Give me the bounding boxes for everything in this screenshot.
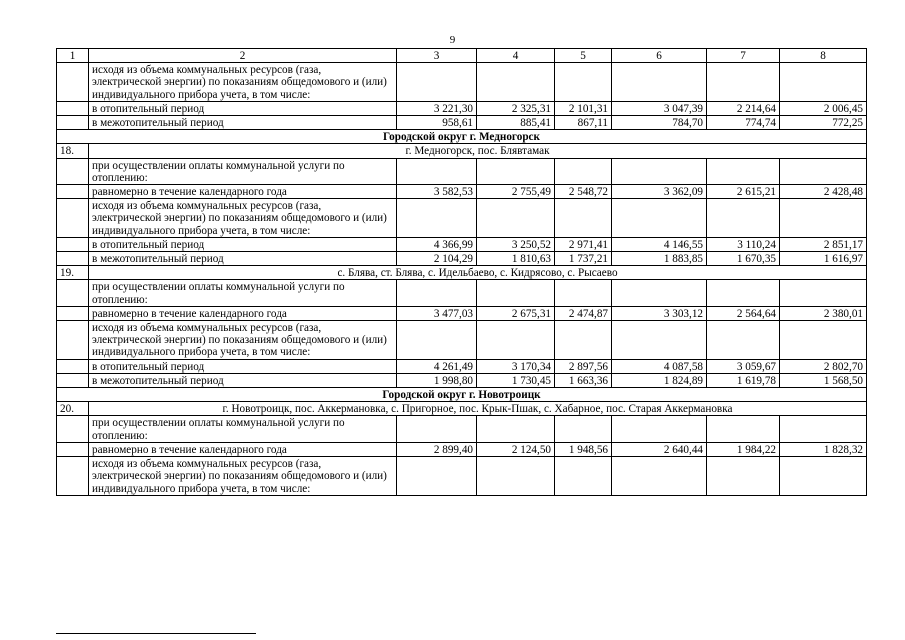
tariff-value: 1 670,35 xyxy=(707,252,780,266)
region-heading: Городской округ г. Медногорск xyxy=(57,130,867,144)
tariff-value: 1 663,36 xyxy=(555,373,612,387)
tariff-value: 3 362,09 xyxy=(612,185,707,199)
tariff-value: 3 059,67 xyxy=(707,359,780,373)
tariff-value: 1 619,78 xyxy=(707,373,780,387)
tariff-value: 1 730,45 xyxy=(477,373,555,387)
empty-cell xyxy=(555,158,612,184)
row-label: исходя из объема коммунальных ресурсов (газа, электрической энергии) по показаниям общедомового и (или) индивидуального прибора учета, в том числе: xyxy=(89,63,397,102)
tariff-value: 2 101,31 xyxy=(555,101,612,115)
column-header: 1 xyxy=(57,49,89,63)
row-label: при осуществлении оплаты коммунальной услуги по отоплению: xyxy=(89,158,397,184)
empty-cell xyxy=(397,199,477,238)
tariff-value: 1 568,50 xyxy=(780,373,867,387)
footnote-rule xyxy=(56,633,256,634)
empty-cell xyxy=(397,63,477,102)
locality-row xyxy=(57,266,867,280)
row-label: исходя из объема коммунальных ресурсов (газа, электрической энергии) по показаниям общедомового и (или) индивидуального прибора учета, в том числе: xyxy=(89,199,397,238)
row-number xyxy=(57,373,89,387)
row-number xyxy=(57,63,89,102)
tariff-value: 3 303,12 xyxy=(612,306,707,320)
empty-cell xyxy=(397,280,477,306)
row-number xyxy=(57,457,89,496)
table-row xyxy=(57,359,867,373)
tariff-value: 2 548,72 xyxy=(555,185,612,199)
locality-row xyxy=(57,402,867,416)
tariff-value: 2 380,01 xyxy=(780,306,867,320)
tariff-value: 2 325,31 xyxy=(477,101,555,115)
column-header: 8 xyxy=(780,49,867,63)
column-header: 3 xyxy=(397,49,477,63)
tariff-value: 2 474,87 xyxy=(555,306,612,320)
tariff-value: 958,61 xyxy=(397,116,477,130)
empty-cell xyxy=(707,199,780,238)
empty-cell xyxy=(555,321,612,360)
locality-name: с. Блява, ст. Блява, с. Идельбаево, с. Кидрясово, с. Рысаево xyxy=(89,266,867,280)
row-label: исходя из объема коммунальных ресурсов (газа, электрической энергии) по показаниям общедомового и (или) индивидуального прибора учета, в том числе: xyxy=(89,321,397,360)
tariff-value: 2 615,21 xyxy=(707,185,780,199)
tariff-value: 1 810,63 xyxy=(477,252,555,266)
row-number xyxy=(57,237,89,251)
row-label: в межотопительный период xyxy=(89,116,397,130)
column-number-row xyxy=(57,49,867,63)
tariff-value: 1 737,21 xyxy=(555,252,612,266)
row-number xyxy=(57,442,89,456)
empty-cell xyxy=(780,158,867,184)
tariff-value: 3 047,39 xyxy=(612,101,707,115)
row-number: 19. xyxy=(57,266,89,280)
empty-cell xyxy=(612,457,707,496)
empty-cell xyxy=(780,63,867,102)
tariff-value: 1 998,80 xyxy=(397,373,477,387)
tariff-value: 1 883,85 xyxy=(612,252,707,266)
row-number xyxy=(57,158,89,184)
row-number xyxy=(57,185,89,199)
row-label: при осуществлении оплаты коммунальной услуги по отоплению: xyxy=(89,416,397,442)
tariff-value: 2 851,17 xyxy=(780,237,867,251)
table-row xyxy=(57,442,867,456)
tariff-value: 2 564,64 xyxy=(707,306,780,320)
empty-cell xyxy=(612,280,707,306)
tariff-value: 772,25 xyxy=(780,116,867,130)
empty-cell xyxy=(555,416,612,442)
row-number xyxy=(57,252,89,266)
empty-cell xyxy=(477,158,555,184)
locality-name: г. Медногорск, пос. Блявтамак xyxy=(89,144,867,158)
tariff-value: 2 640,44 xyxy=(612,442,707,456)
table-row xyxy=(57,237,867,251)
table-row xyxy=(57,116,867,130)
empty-cell xyxy=(707,321,780,360)
table-row xyxy=(57,373,867,387)
tariff-value: 2 755,49 xyxy=(477,185,555,199)
empty-cell xyxy=(780,416,867,442)
empty-cell xyxy=(397,158,477,184)
tariff-value: 3 582,53 xyxy=(397,185,477,199)
table-row xyxy=(57,306,867,320)
table-row xyxy=(57,280,867,306)
tariff-value: 885,41 xyxy=(477,116,555,130)
tariff-value: 867,11 xyxy=(555,116,612,130)
empty-cell xyxy=(707,63,780,102)
table-row xyxy=(57,199,867,238)
row-number xyxy=(57,321,89,360)
column-header: 7 xyxy=(707,49,780,63)
column-header: 5 xyxy=(555,49,612,63)
row-number xyxy=(57,280,89,306)
row-number xyxy=(57,116,89,130)
empty-cell xyxy=(555,199,612,238)
empty-cell xyxy=(707,457,780,496)
empty-cell xyxy=(780,280,867,306)
tariff-value: 774,74 xyxy=(707,116,780,130)
tariff-value: 3 110,24 xyxy=(707,237,780,251)
row-label: исходя из объема коммунальных ресурсов (газа, электрической энергии) по показаниям общедомового и (или) индивидуального прибора учета, в том числе: xyxy=(89,457,397,496)
empty-cell xyxy=(612,63,707,102)
tariff-value: 3 170,34 xyxy=(477,359,555,373)
table-row xyxy=(57,185,867,199)
tariff-value: 3 477,03 xyxy=(397,306,477,320)
empty-cell xyxy=(555,280,612,306)
tariff-value: 2 971,41 xyxy=(555,237,612,251)
empty-cell xyxy=(707,416,780,442)
row-number: 20. xyxy=(57,402,89,416)
empty-cell xyxy=(477,416,555,442)
table-row xyxy=(57,101,867,115)
table-row xyxy=(57,457,867,496)
empty-cell xyxy=(555,63,612,102)
tariff-value: 3 221,30 xyxy=(397,101,477,115)
locality-name: г. Новотроицк, пос. Аккермановка, с. Пригорное, пос. Крык-Пшак, с. Хабарное, пос. Старая Аккермановка xyxy=(89,402,867,416)
row-number: 18. xyxy=(57,144,89,158)
tariff-value: 1 824,89 xyxy=(612,373,707,387)
table-row xyxy=(57,158,867,184)
empty-cell xyxy=(780,321,867,360)
empty-cell xyxy=(477,321,555,360)
tariff-value: 2 006,45 xyxy=(780,101,867,115)
row-label: равномерно в течение календарного года xyxy=(89,185,397,199)
empty-cell xyxy=(397,321,477,360)
tariff-value: 4 146,55 xyxy=(612,237,707,251)
tariff-value: 2 675,31 xyxy=(477,306,555,320)
empty-cell xyxy=(397,457,477,496)
empty-cell xyxy=(397,416,477,442)
row-number xyxy=(57,359,89,373)
row-label: в отопительный период xyxy=(89,237,397,251)
table-body xyxy=(57,63,867,496)
tariff-value: 1 948,56 xyxy=(555,442,612,456)
column-header: 4 xyxy=(477,49,555,63)
tariff-value: 4 087,58 xyxy=(612,359,707,373)
tariff-value: 2 897,56 xyxy=(555,359,612,373)
empty-cell xyxy=(477,457,555,496)
tariff-value: 2 899,40 xyxy=(397,442,477,456)
row-number xyxy=(57,306,89,320)
locality-row xyxy=(57,144,867,158)
empty-cell xyxy=(477,63,555,102)
column-header: 6 xyxy=(612,49,707,63)
table-row xyxy=(57,416,867,442)
empty-cell xyxy=(612,416,707,442)
tariff-table xyxy=(56,48,867,496)
tariff-value: 4 261,49 xyxy=(397,359,477,373)
region-heading-row xyxy=(57,130,867,144)
row-number xyxy=(57,199,89,238)
empty-cell xyxy=(707,158,780,184)
column-header: 2 xyxy=(89,49,397,63)
empty-cell xyxy=(612,321,707,360)
row-label: в отопительный период xyxy=(89,101,397,115)
tariff-value: 2 802,70 xyxy=(780,359,867,373)
tariff-value: 1 828,32 xyxy=(780,442,867,456)
tariff-value: 1 616,97 xyxy=(780,252,867,266)
row-label: равномерно в течение календарного года xyxy=(89,306,397,320)
tariff-value: 2 214,64 xyxy=(707,101,780,115)
table-row xyxy=(57,321,867,360)
row-label: в отопительный период xyxy=(89,359,397,373)
tariff-value: 4 366,99 xyxy=(397,237,477,251)
row-number xyxy=(57,101,89,115)
row-label: в межотопительный период xyxy=(89,252,397,266)
tariff-value: 784,70 xyxy=(612,116,707,130)
empty-cell xyxy=(707,280,780,306)
tariff-value: 1 984,22 xyxy=(707,442,780,456)
row-label: равномерно в течение календарного года xyxy=(89,442,397,456)
empty-cell xyxy=(612,158,707,184)
region-heading-row xyxy=(57,388,867,402)
empty-cell xyxy=(780,199,867,238)
empty-cell xyxy=(477,280,555,306)
empty-cell xyxy=(477,199,555,238)
page-number: 9 xyxy=(449,34,456,46)
row-label: при осуществлении оплаты коммунальной услуги по отоплению: xyxy=(89,280,397,306)
tariff-value: 2 104,29 xyxy=(397,252,477,266)
table-row xyxy=(57,252,867,266)
tariff-value: 2 124,50 xyxy=(477,442,555,456)
region-heading: Городской округ г. Новотроицк xyxy=(57,388,867,402)
row-number xyxy=(57,416,89,442)
tariff-value: 2 428,48 xyxy=(780,185,867,199)
empty-cell xyxy=(780,457,867,496)
tariff-value: 3 250,52 xyxy=(477,237,555,251)
empty-cell xyxy=(555,457,612,496)
row-label: в межотопительный период xyxy=(89,373,397,387)
empty-cell xyxy=(612,199,707,238)
table-row xyxy=(57,63,867,102)
